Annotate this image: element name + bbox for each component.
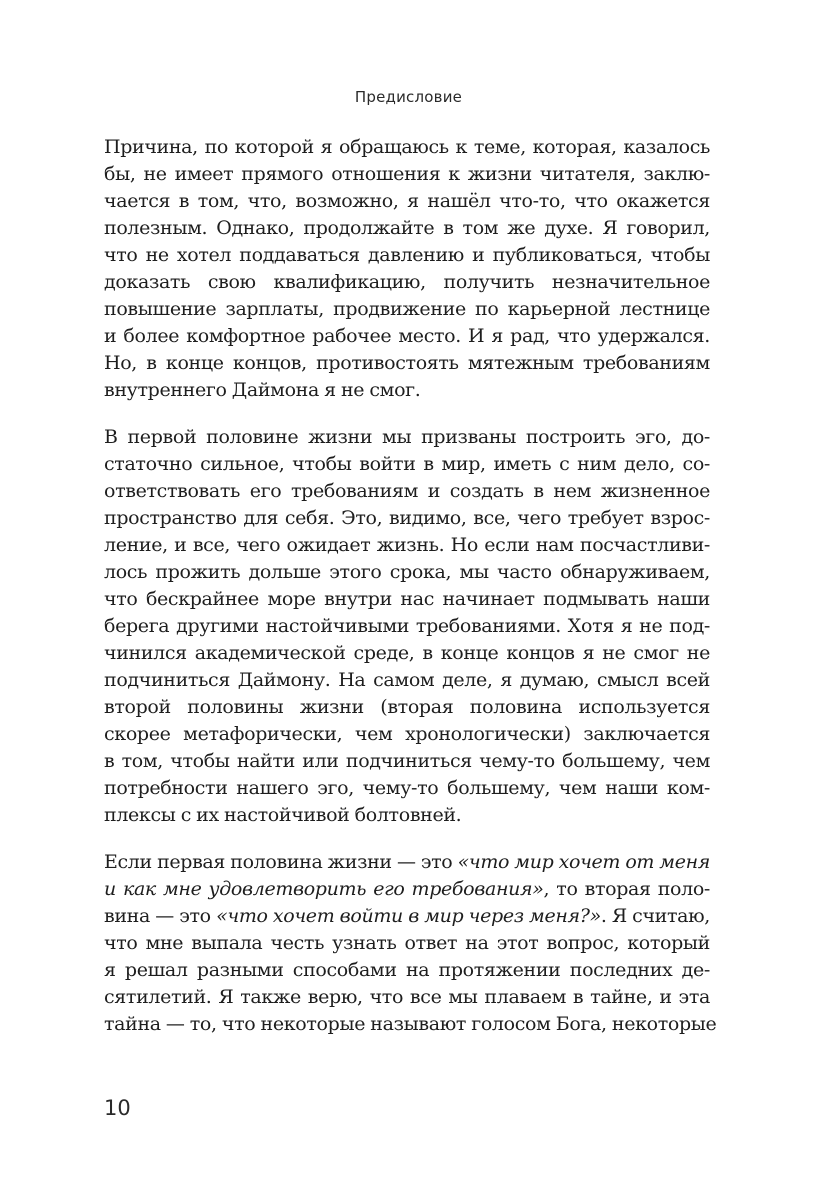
paragraph-3 — [104, 849, 717, 1038]
text-line: повышение зарплаты, продвижение по карьерной лестнице — [104, 298, 710, 320]
text-line: что бескрайнее море внутри нас начинает подмывать наши — [104, 588, 710, 610]
paragraph-2 — [104, 424, 710, 829]
text-line: я решал разными способами на протяжении последних де- — [104, 959, 710, 981]
italic-quote: и как мне удовлетворить его требования» — [104, 878, 544, 900]
running-head: Предисловие — [354, 88, 463, 106]
text-line: Причина, по которой я обращаюсь к теме, которая, казалось — [104, 136, 710, 158]
text-run: . Я считаю, — [600, 905, 710, 927]
text-line — [104, 849, 710, 876]
text-line: берега другими настойчивыми требованиями. Хотя я не под- — [104, 615, 710, 637]
paragraph-1 — [104, 134, 710, 404]
text-line: лось прожить дольше этого срока, мы часто обнаруживаем, — [104, 561, 710, 583]
text-line: потребности нашего эго, чему-то большему, чем наши ком- — [104, 777, 710, 799]
text-line: бы, не имеет прямого отношения к жизни читателя, заклю- — [104, 163, 710, 185]
text-line — [104, 903, 710, 930]
text-line: тайна — то, что некоторые называют голосом Бога, некоторые — [104, 1013, 717, 1035]
text-line: В первой половине жизни мы призваны построить эго, до- — [104, 426, 710, 448]
text-line: что не хотел поддаваться давлению и публиковаться, чтобы — [104, 244, 710, 266]
text-line: сятилетий. Я также верю, что все мы плаваем в тайне, и эта — [104, 986, 710, 1008]
text-line: ответствовать его требованиям и создать в нем жизненное — [104, 480, 710, 502]
text-line: что мне выпала честь узнать ответ на этот вопрос, который — [104, 932, 710, 954]
text-line: статочно сильное, чтобы войти в мир, иметь с ним дело, со- — [104, 453, 710, 475]
text-line: плексы с их настойчивой болтовней. — [104, 804, 462, 826]
text-line: пространство для себя. Это, видимо, все, чего требует взрос- — [104, 507, 710, 529]
text-run: , то вторая поло- — [543, 878, 710, 900]
text-line: второй половины жизни (вторая половина используется — [104, 696, 710, 718]
text-line: в том, чтобы найти или подчиниться чему-то большему, чем — [104, 750, 710, 772]
text-line: чается в том, что, возможно, я нашёл что-то, что окажется — [104, 190, 710, 212]
text-line: полезным. Однако, продолжайте в том же духе. Я говорил, — [104, 217, 710, 239]
page-number: 10 — [104, 1096, 131, 1120]
text-line: внутреннего Даймона я не смог. — [104, 379, 421, 401]
text-line: подчиниться Даймону. На самом деле, я думаю, смысл всей — [104, 669, 710, 691]
text-line: ление, и все, чего ожидает жизнь. Но если нам посчастливи- — [104, 534, 710, 556]
body-text — [104, 134, 717, 1058]
text-line: доказать свою квалификацию, получить незначительное — [104, 271, 710, 293]
text-line: Но, в конце концов, противостоять мятежным требованиям — [104, 352, 710, 374]
text-line: чинился академической среде, в конце концов я не смог не — [104, 642, 710, 664]
text-line: скорее метафорически, чем хронологически) заключается — [104, 723, 710, 745]
italic-quote: «что мир хочет от меня — [457, 851, 710, 873]
italic-quote: «что хочет войти в мир через меня?» — [216, 905, 601, 927]
text-line: и более комфортное рабочее место. И я рад, что удержался. — [104, 325, 710, 347]
text-line — [104, 876, 710, 903]
text-run: Если первая половина жизни — это — [104, 851, 458, 873]
text-run: вина — это — [104, 905, 217, 927]
